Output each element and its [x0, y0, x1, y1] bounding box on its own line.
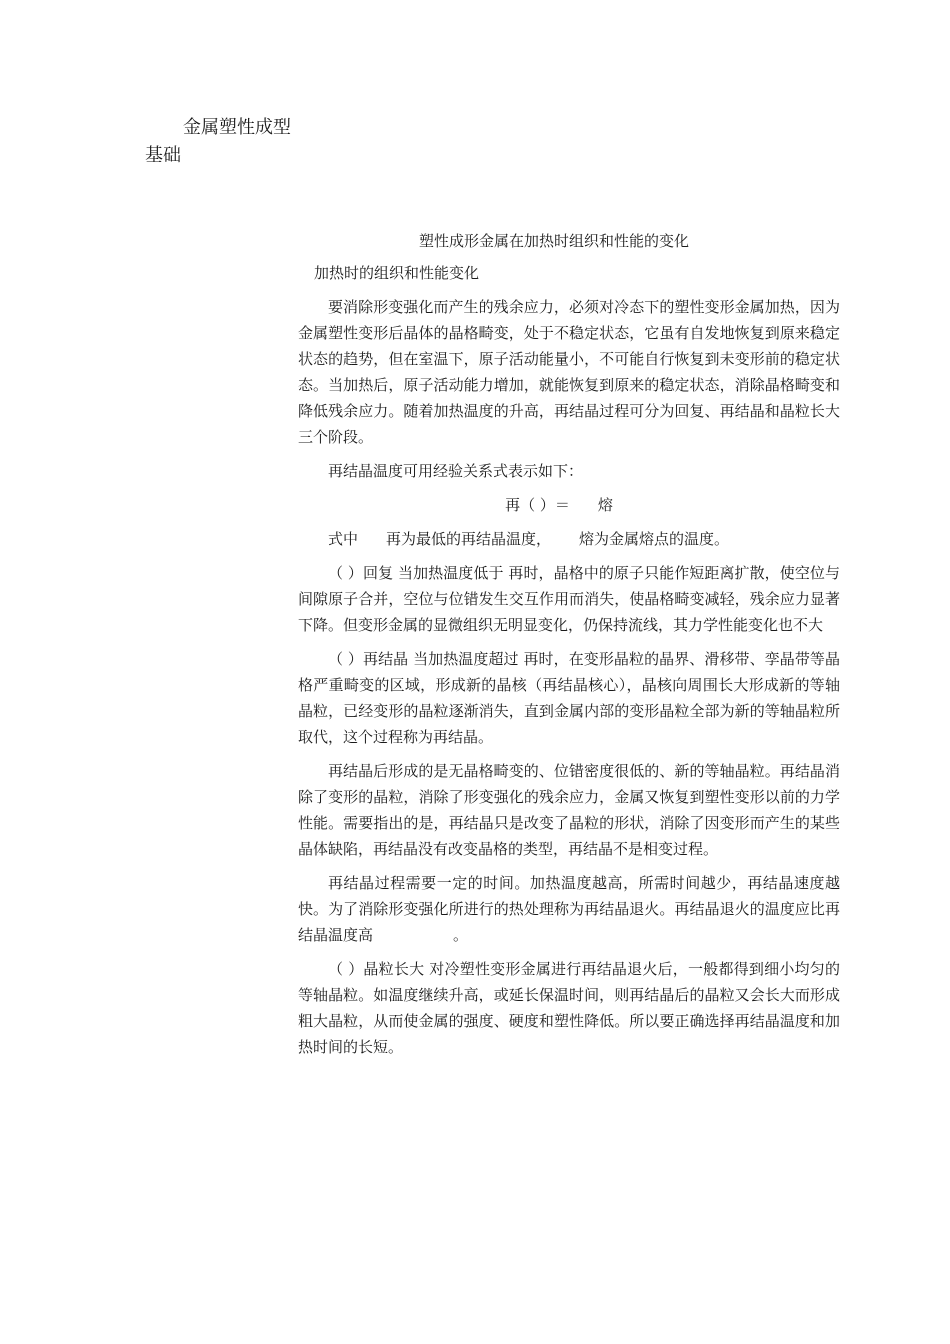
document-header [145, 114, 291, 170]
formula [298, 492, 840, 518]
legend-part-2: 熔为金属熔点的温度。 [579, 530, 730, 548]
formula-left: 再（ ）＝ [505, 496, 570, 514]
paragraph-formula-intro: 再结晶温度可用经验关系式表示如下： [328, 462, 584, 480]
legend-part-1: 再为最低的再结晶温度， [386, 530, 552, 548]
paragraph-grain-growth: （ ）晶粒长大 对冷塑性变形金属进行再结晶退火后，一般都得到细小均匀的等轴晶粒。如温度继续升高，或延长保温时间，则再结晶后的晶粒又会长大而形成粗大晶粒，从而使金属的强度、硬度和塑性降低。所以要正确选择再结晶温度和加热时间的长短。 [298, 960, 840, 1056]
header-line-2: 基础 [145, 145, 181, 166]
paragraph-recovery: （ ）回复 当加热温度低于 再时，晶格中的原子只能作短距离扩散，使空位与间隙原子合并，空位与位错发生交互作用而消失，使晶格畸变减轻，残余应力显著下降。但变形金属的显微组织无明显变化，仍保持流线，其力学性能变化也不大 [298, 564, 840, 634]
formula-right: 熔 [597, 496, 613, 514]
annealing-end: 。 [453, 926, 469, 944]
section-title: 塑性成形金属在加热时组织和性能的变化 [418, 232, 689, 250]
document-body [298, 228, 840, 1068]
paragraph-intro: 要消除形变强化而产生的残余应力，必须对冷态下的塑性变形金属加热，因为金属塑性变形后晶体的晶格畸变，处于不稳定状态，它虽有自发地恢复到原来稳定状态的趋势，但在室温下，原子活动能量小，不可能自行恢复到未变形前的稳定状态。当加热后，原子活动能力增加，就能恢复到原来的稳定状态，消除晶格畸变和降低残余应力。随着加热温度的升高，再结晶过程可分为回复、再结晶和晶粒长大三个阶段。 [298, 298, 840, 446]
paragraph-recrystallization-result: 再结晶后形成的是无晶格畸变的、位错密度很低的、新的等轴晶粒。再结晶消除了变形的晶粒，消除了形变强化的残余应力，金属又恢复到塑性变形以前的力学性能。需要指出的是，再结晶只是改变了晶粒的形状，消除了因变形而产生的某些晶体缺陷，再结晶没有改变晶格的类型，再结晶不是相变过程。 [298, 762, 840, 858]
annealing-text: 再结晶过程需要一定的时间。加热温度越高，所需时间越少，再结晶速度越快。为了消除形变强化所进行的热处理称为再结晶退火。再结晶退火的温度应比再结晶温度高 [298, 874, 840, 944]
header-line-1: 金属塑性成型 [183, 117, 291, 138]
section-subtitle: 加热时的组织和性能变化 [314, 264, 480, 282]
legend-label: 式中 [328, 530, 359, 548]
paragraph-formula-legend [298, 526, 840, 552]
paragraph-annealing [298, 870, 840, 948]
paragraph-recrystallization: （ ）再结晶 当加热温度超过 再时，在变形晶粒的晶界、滑移带、孪晶带等晶格严重畸变的区域，形成新的晶核（再结晶核心），晶核向周围长大形成新的等轴晶粒，已经变形的晶粒逐渐消失，直到金属内部的变形晶粒全部为新的等轴晶粒所取代，这个过程称为再结晶。 [298, 650, 840, 746]
